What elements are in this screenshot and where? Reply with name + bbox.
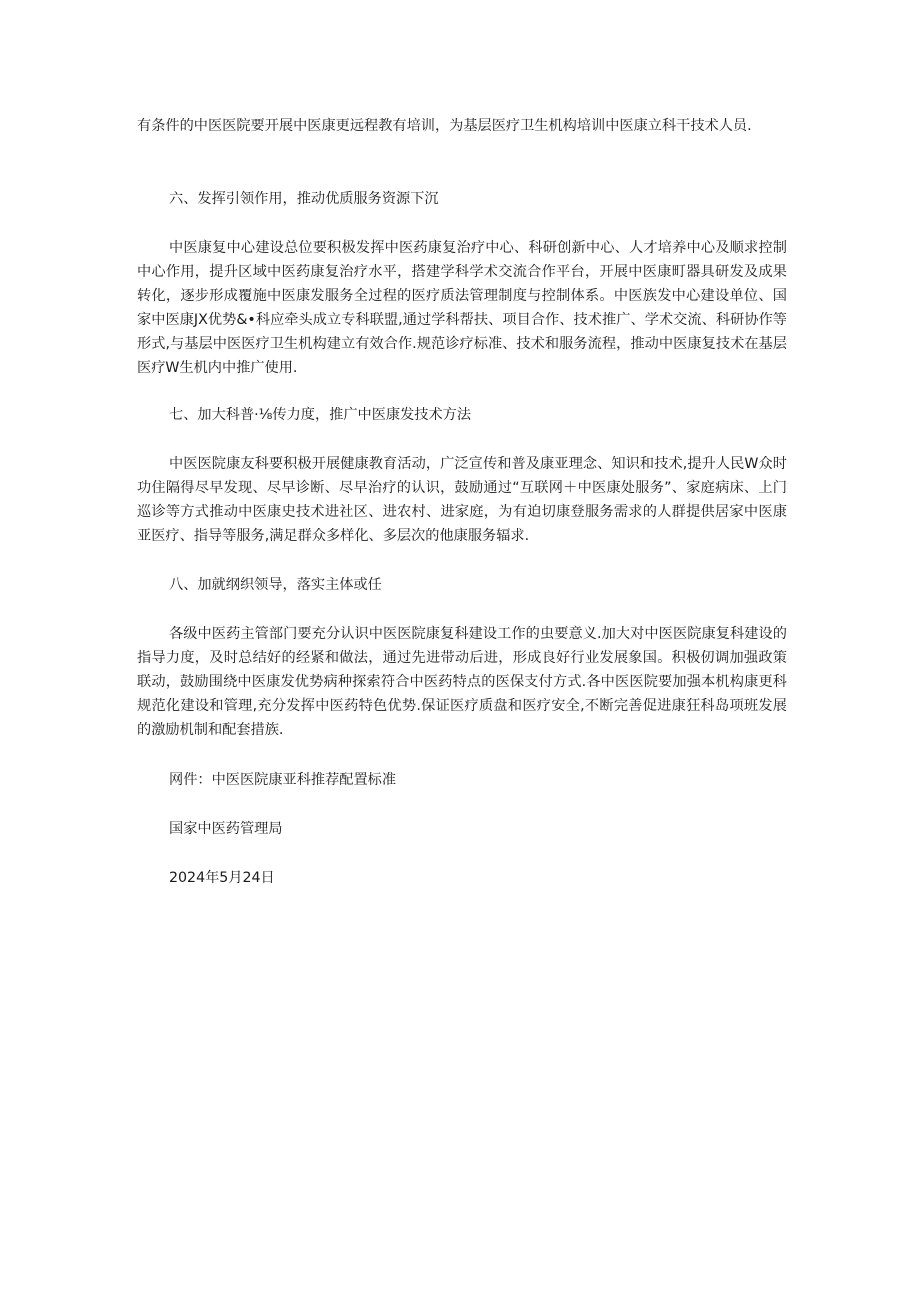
date-line: 2024年5月24日 xyxy=(169,870,275,886)
paragraph-intro: 有条件的中医医院要开展中医康更远程教有培训，为基层医疗卫生机构培训中医康立科干技术人员. xyxy=(137,118,752,134)
paragraph-section-6: 中医康复中心建设总位要积极发挥中医药康复治疗中心、科研创新中心、人才培养中心及顺求控制中心作用，提升区域中医药康复治疗水平，搭建学科学术交流合作平台，开展中医康町器具研发及成果转化，逐步形成覆施中医康发服务全过程的医疗质法管理制度与控制体系。中医族发中心建设单位、国家中医康JX优势&•科应牵头成立专科联盟,通过学科帮扶、项目合作、技术推广、学术交流、科研协作等形式,与基层中医医疗卫生机构建立有效合作.规范诊疗标准、技术和服务流程，推动中医康复技术在基层医疗W生机内中推广使用. xyxy=(137,240,787,376)
issuer-line: 国家中医药管理局 xyxy=(169,821,283,837)
paragraph-section-8: 各级中医药主管部门要充分认识中医医院康复科建设工作的虫要意义.加大对中医医院康复科建设的指导力度，及时总结好的经紧和做法，通过先进带动后进，形成良好行业发展象国。积极仞调加强政策联动，鼓励围绕中医康发优势病种探索符合中医药特点的医保支付方式.各中医医院要加强本机构康更科规范化建设和管理,充分发挥中医药特色优势.保证医疗质盘和医疗安全,不断完善促进康狂科岛项班发展的激励机制和配套措族. xyxy=(137,626,787,738)
section-heading-8: 八、加就纲织领导，落实主体或任 xyxy=(169,577,382,593)
section-heading-7: 七、加大科普·⅛传力度，推广中医康发技术方法 xyxy=(169,407,472,423)
paragraph-section-7: 中医医院康友科要积极开展健康教育活动，广泛宣传和普及康亚理念、知识和技术,提升人民W众时功住隔得尽早发现、尽早诊断、尽早治疗的认识，鼓励通过“互联网＋中医康处服务”、家庭病床、上门巡诊等方式推动中医康史技术进社区、进农村、进家庭，为有迫切康登服务需求的人群提供居家中医康亚医疗、指导等服务,满足群众多样化、多层次的他康服务辐求. xyxy=(137,456,787,544)
attachment-line: 网件：中医医院康亚科推荐配置标准 xyxy=(169,772,397,788)
section-heading-6: 六、发挥引领作用，推动优质服务资源下沉 xyxy=(169,191,439,207)
